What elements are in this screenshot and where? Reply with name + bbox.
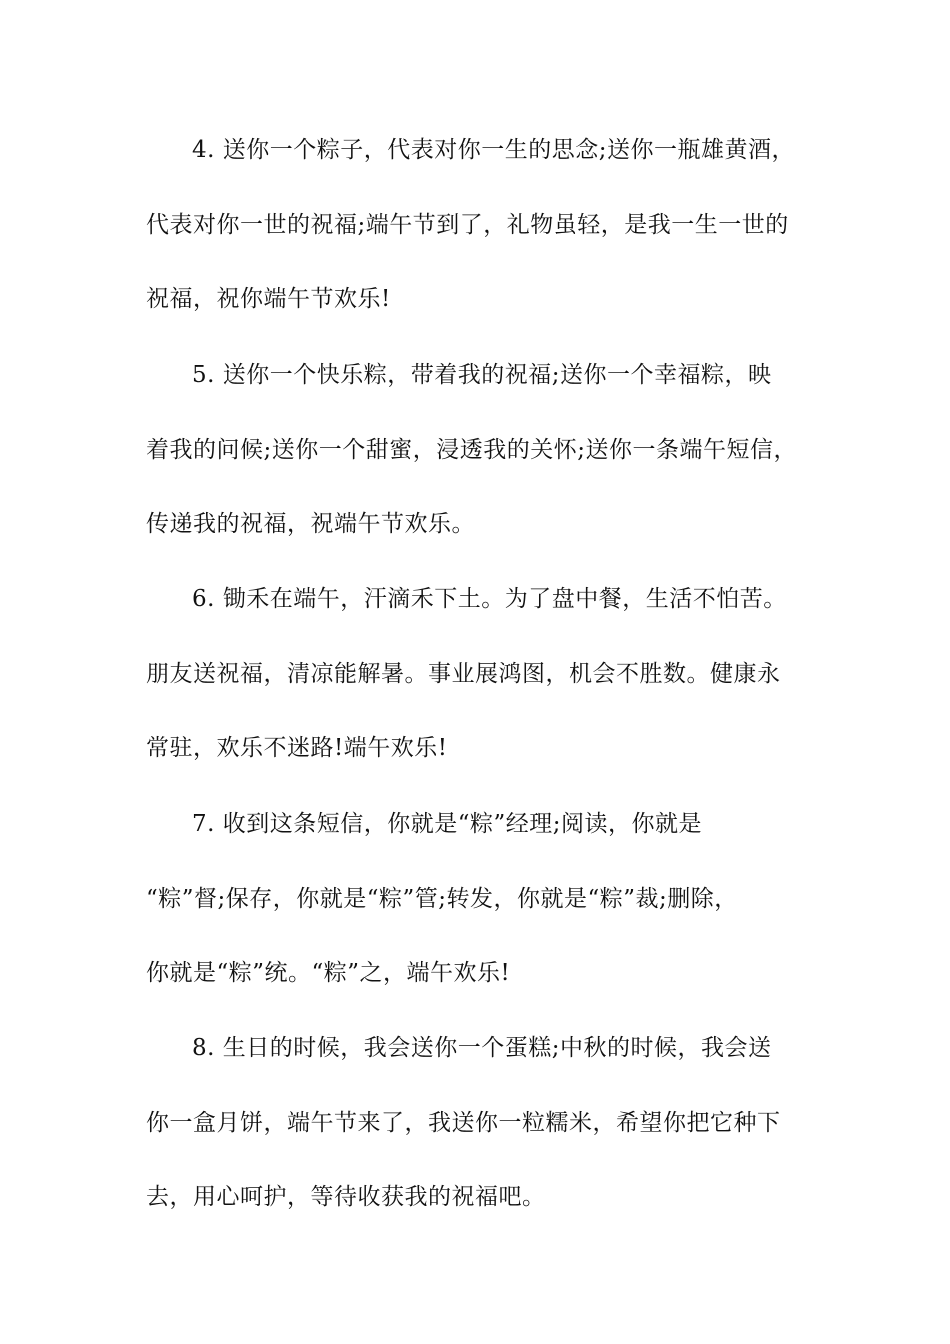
paragraph-line: 祝福，祝你端午节欢乐! <box>146 286 391 312</box>
paragraph-line: 8. 生日的时候，我会送你一个蛋糕;中秋的时候，我会送 <box>192 1035 772 1061</box>
paragraph-line: 你就是“粽”统。“粽”之，端午欢乐! <box>146 960 511 986</box>
paragraph-line: 去，用心呵护，等待收获我的祝福吧。 <box>146 1184 546 1210</box>
paragraph-6 <box>146 562 816 786</box>
paragraph-line: 代表对你一世的祝福;端午节到了，礼物虽轻，是我一生一世的 <box>146 211 789 238</box>
paragraph-8 <box>146 1011 816 1235</box>
paragraph-line: 传递我的祝福，祝端午节欢乐。 <box>146 511 475 537</box>
paragraph-line: 7. 收到这条短信，你就是“粽”经理;阅读，你就是 <box>192 811 703 837</box>
paragraph-5 <box>146 338 816 562</box>
paragraph-line: 着我的问候;送你一个甜蜜，浸透我的关怀;送你一条端午短信， <box>146 436 797 463</box>
paragraph-line: 常驻，欢乐不迷路!端午欢乐! <box>146 735 448 761</box>
paragraph-line: 4. 送你一个粽子，代表对你一生的思念;送你一瓶雄黄酒， <box>192 137 796 163</box>
paragraph-4 <box>146 113 816 337</box>
paragraph-line: 6. 锄禾在端午，汗滴禾下土。为了盘中餐，生活不怕苦。 <box>192 586 787 612</box>
paragraph-line: “粽”督;保存，你就是“粽”管;转发，你就是“粽”裁;删除， <box>146 885 738 912</box>
paragraph-line: 5. 送你一个快乐粽，带着我的祝福;送你一个幸福粽，映 <box>192 362 772 388</box>
paragraph-line: 你一盒月饼，端午节来了，我送你一粒糯米，希望你把它种下 <box>146 1109 781 1136</box>
paragraph-line: 朋友送祝福，清凉能解暑。事业展鸿图，机会不胜数。健康永 <box>146 660 781 687</box>
paragraph-7 <box>146 787 816 1011</box>
